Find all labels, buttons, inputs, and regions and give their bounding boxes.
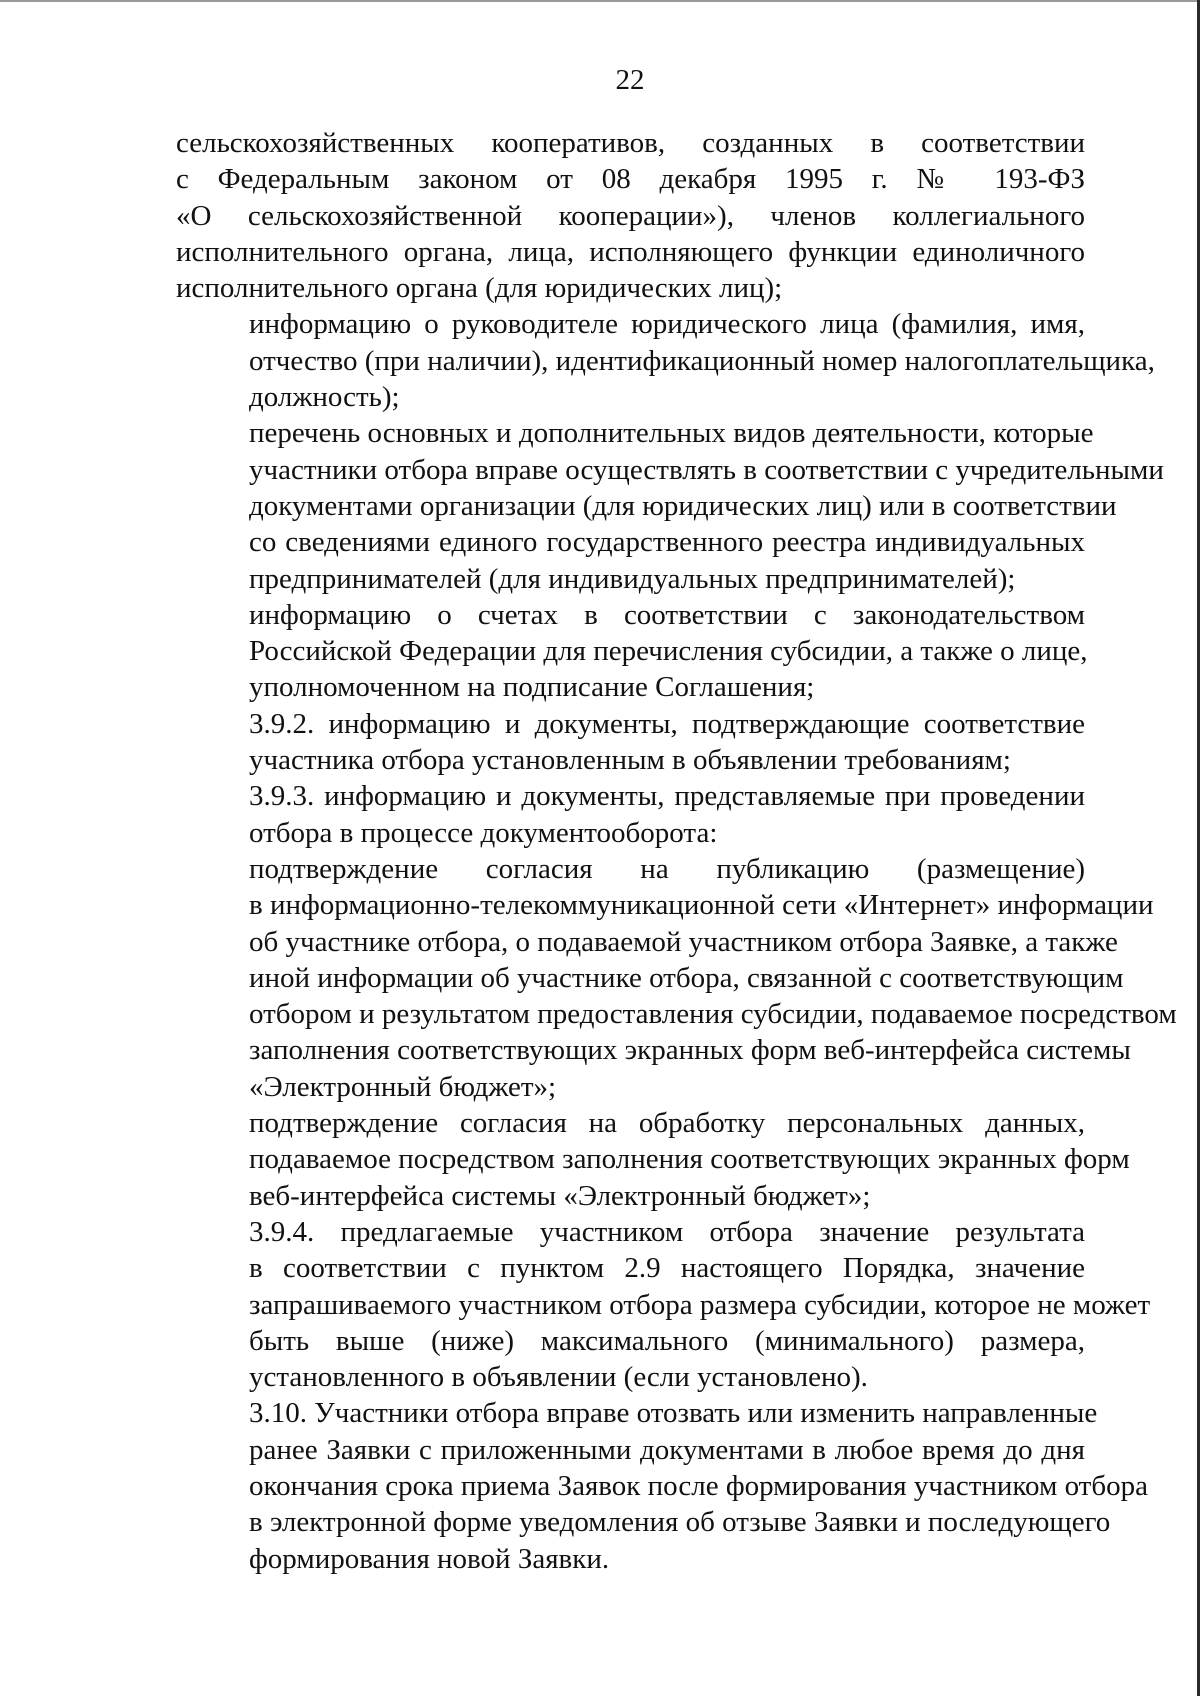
text-line: 3.9.4. предлагаемые участником отбора значение результата (249, 1215, 1085, 1248)
paragraph (176, 415, 1164, 596)
text-line: исполнительного органа, лица, исполняющего функции единоличного (176, 235, 1085, 268)
text-line: окончания срока приема Заявок после формирования участником отбора (249, 1469, 1148, 1502)
paragraph (176, 1214, 1151, 1395)
text-line: отбора в процессе документооборота: (249, 816, 718, 849)
paragraph (176, 1105, 1130, 1214)
text-line: информацию о счетах в соответствии с законодательством (249, 598, 1085, 631)
paragraph (176, 778, 1085, 851)
text-line: веб-интерфейса системы «Электронный бюджет»; (249, 1179, 871, 1212)
text-line: ранее Заявки с приложенными документами в любое время до дня (249, 1433, 1085, 1466)
text-line: должность); (249, 381, 400, 414)
text-line: заполнения соответствующих экранных форм веб-интерфейса системы (249, 1034, 1131, 1067)
text-line: «О сельскохозяйственной кооперации»), членов коллегиального (176, 199, 1085, 232)
text-line: со сведениями единого государственного реестра индивидуальных (249, 526, 1085, 559)
text-line: 3.10. Участники отбора вправе отозвать или изменить направленные (249, 1397, 1098, 1430)
text-line: «Электронный бюджет»; (249, 1070, 557, 1103)
text-line: информацию о руководителе юридического лица (фамилия, имя, (249, 308, 1085, 341)
text-line: участники отбора вправе осуществлять в соответствии с учредительными (249, 453, 1164, 486)
text-line: документами организации (для юридических лиц) или в соответствии (249, 489, 1117, 522)
text-line: в соответствии с пунктом 2.9 настоящего Порядка, значение (249, 1252, 1085, 1285)
text-line: исполнительного органа (для юридических лиц); (176, 272, 783, 305)
text-line: подтверждение согласия на обработку персональных данных, (249, 1107, 1085, 1140)
text-line: Российской Федерации для перечисления субсидии, а также о лице, (249, 635, 1088, 668)
text-line: отчество (при наличии), идентификационный номер налогоплательщика, (249, 344, 1155, 377)
text-line: быть выше (ниже) максимального (минимального) размера, (249, 1324, 1085, 1357)
text-line: подаваемое посредством заполнения соответствующих экранных форм (249, 1143, 1130, 1176)
text-line: перечень основных и дополнительных видов деятельности, которые (249, 417, 1094, 450)
text-line: в электронной форме уведомления об отзыве Заявки и последующего (249, 1506, 1111, 1539)
text-line: предпринимателей (для индивидуальных предпринимателей); (249, 562, 1016, 595)
text-line: иной информации об участнике отбора, связанной с соответствующим (249, 961, 1124, 994)
paragraph (176, 597, 1088, 706)
paragraph (176, 125, 1085, 306)
document-body (176, 125, 1177, 1577)
text-line: 3.9.3. информацию и документы, представляемые при проведении (249, 780, 1085, 813)
paragraph (176, 706, 1085, 779)
text-line: в информационно-телекоммуникационной сети «Интернет» информации (249, 889, 1154, 922)
text-line: сельскохозяйственных кооперативов, созданных в соответствии (176, 127, 1085, 159)
page-number: 22 (615, 64, 645, 96)
paragraph (176, 306, 1155, 415)
scan-top-edge (0, 0, 1200, 2)
text-line: запрашиваемого участником отбора размера субсидии, которое не может (249, 1288, 1151, 1321)
text-line: с Федеральным законом от 08 декабря 1995 г. № 193-ФЗ (176, 163, 1085, 196)
paragraph (176, 851, 1177, 1105)
text-line: установленного в объявлении (если установлено). (249, 1361, 868, 1394)
text-line: уполномоченном на подписание Соглашения; (249, 671, 815, 704)
text-line: подтверждение согласия на публикацию (размещение) (249, 852, 1085, 885)
text-line: 3.9.2. информацию и документы, подтверждающие соответствие (249, 707, 1085, 740)
text-line: формирования новой Заявки. (249, 1542, 610, 1575)
text-line: об участнике отбора, о подаваемой участником отбора Заявке, а также (249, 925, 1118, 958)
text-line: участника отбора установленным в объявлении требованиям; (249, 744, 1011, 777)
text-line: отбором и результатом предоставления субсидии, подаваемое посредством (249, 998, 1177, 1031)
paragraph (176, 1395, 1148, 1576)
